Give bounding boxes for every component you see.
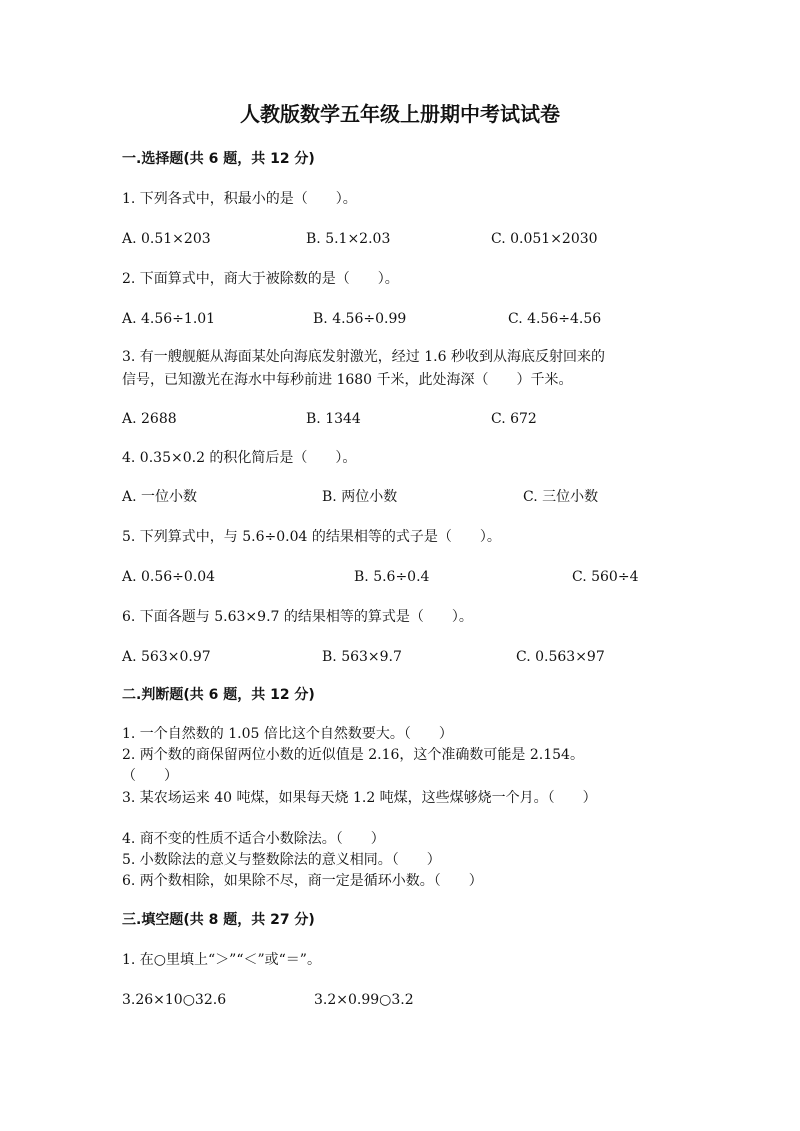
judgement-item: 5. 小数除法的意义与整数除法的意义相同。（ ） [122,852,441,868]
question-text: 1. 下列各式中，积最小的是（ ）。 [122,191,357,207]
question-text: 1. 在○里填上“＞”“＜”或“＝”。 [122,952,321,968]
section-heading-choice: 一.选择题(共 6 题，共 12 分) [122,151,315,167]
option-a: A. 0.51×203 [122,231,211,247]
option-b: B. 563×9.7 [322,649,402,665]
question-text: 信号，已知激光在海水中每秒前进 1680 千米，此处海深（ ）千米。 [122,372,573,388]
option-a: A. 0.56÷0.04 [122,569,216,585]
option-c: C. 0.563×97 [516,649,605,665]
option-b: B. 5.1×2.03 [306,231,391,247]
judgement-item: 3. 某农场运来 40 吨煤，如果每天烧 1.2 吨煤，这些煤够烧一个月。（ ） [122,790,597,806]
exam-title: 人教版数学五年级上册期中考试试卷 [240,102,560,126]
judgement-item: （ ） [122,768,178,784]
judgement-item: 1. 一个自然数的 1.05 倍比这个自然数要大。（ ） [122,726,453,742]
option-b: B. 两位小数 [322,489,398,505]
option-b: B. 4.56÷0.99 [313,311,407,327]
option-a: A. 4.56÷1.01 [122,311,216,327]
judgement-item: 6. 两个数相除，如果除不尽，商一定是循环小数。（ ） [122,873,483,889]
option-c: C. 560÷4 [572,569,639,585]
option-c: C. 三位小数 [523,489,599,505]
question-text: 4. 0.35×0.2 的积化简后是（ ）。 [122,450,357,466]
option-a: A. 563×0.97 [122,649,211,665]
fill-item: 3.26×10○32.6 [122,992,227,1008]
judgement-item: 4. 商不变的性质不适合小数除法。（ ） [122,831,385,847]
question-text: 2. 下面算式中，商大于被除数的是（ ）。 [122,271,399,287]
question-text: 3. 有一艘舰艇从海面某处向海底发射激光，经过 1.6 秒收到从海底反射回来的 [122,349,605,365]
option-b: B. 5.6÷0.4 [354,569,430,585]
option-a: A. 2688 [122,411,177,427]
section-heading-judgement: 二.判断题(共 6 题，共 12 分) [122,687,315,703]
judgement-item: 2. 两个数的商保留两位小数的近似值是 2.16，这个准确数可能是 2.154。 [122,747,584,763]
option-b: B. 1344 [306,411,361,427]
option-c: C. 4.56÷4.56 [508,311,602,327]
option-c: C. 672 [491,411,537,427]
question-text: 5. 下列算式中，与 5.6÷0.04 的结果相等的式子是（ ）。 [122,529,501,545]
question-text: 6. 下面各题与 5.63×9.7 的结果相等的算式是（ ）。 [122,609,473,625]
fill-item: 3.2×0.99○3.2 [314,992,414,1008]
option-a: A. 一位小数 [122,489,198,505]
section-heading-fill: 三.填空题(共 8 题，共 27 分) [122,912,315,928]
option-c: C. 0.051×2030 [491,231,598,247]
